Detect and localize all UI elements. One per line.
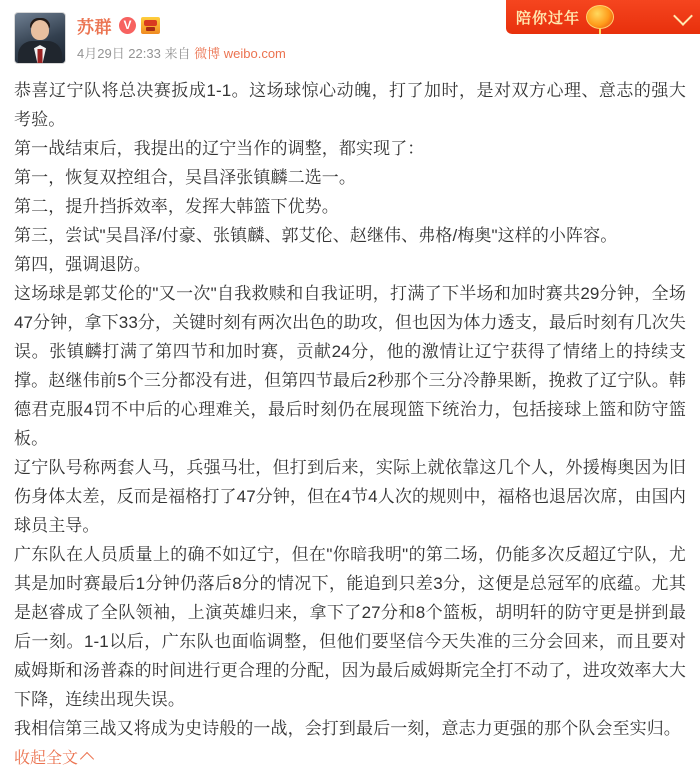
medal-icon[interactable] <box>141 17 160 34</box>
post-paragraph: 恭喜辽宁队将总决赛扳成1-1。这场球惊心动魄，打了加时，是对双方心理、意志的强大考验。 <box>14 81 686 129</box>
promo-banner-label: 陪你过年 <box>516 9 581 27</box>
collapse-full-text-label[interactable]: 收起全文 <box>14 750 79 767</box>
post-source-link[interactable]: weibo.com <box>223 46 286 61</box>
post-paragraph: 第二，提升挡拆效率，发挥大韩篮下优势。 <box>14 197 339 216</box>
verified-badge-icon[interactable]: V <box>119 17 136 34</box>
post-paragraph: 第三，尝试"吴昌泽/付豪、张镇麟、郭艾伦、赵继伟、弗格/梅奥"这样的小阵容。 <box>14 226 618 245</box>
post-source-prefix: 来自 <box>164 46 191 61</box>
avatar-tie <box>38 49 43 63</box>
chevron-up-icon[interactable] <box>80 751 94 765</box>
post-paragraph: 第一战结束后，我提出的辽宁当作的调整，都实现了： <box>14 139 425 158</box>
post-source-name[interactable]: 微博 <box>194 46 221 61</box>
post-paragraph: 这场球是郭艾伦的"又一次"自我救赎和自我证明，打满了下半场和加时赛共29分钟，全场47分钟，拿下33分，关键时刻有两次出色的助攻，但也因为体力透支，最后时刻有几次失误。张镇麟打满了第四节和加时赛，贡献24分，他的激情让辽宁获得了情绪上的持续支撑。赵继伟前5个三分都没有进，但第四节最后2秒那个三分冷静果断，挽救了辽宁队。韩德君克服4罚不中后的心理难关，最后时刻仍在展现篮下统治力，包括接球上篮和防守篮板。 <box>14 284 686 448</box>
collapse-full-text-button[interactable] <box>14 745 686 768</box>
avatar-face <box>31 20 49 40</box>
post-timestamp: 4月29日 22:33 <box>77 46 161 61</box>
avatar[interactable] <box>14 12 66 64</box>
post-paragraph: 第四，强调退防。 <box>14 255 151 274</box>
post-meta <box>77 12 286 62</box>
post-timeline <box>77 43 286 62</box>
author-name[interactable]: 苏群 <box>77 17 112 37</box>
post-paragraph: 我相信第三战又将成为史诗般的一战，会打到最后一刻，意志力更强的那个队会至实归。 <box>14 719 681 738</box>
post-content <box>14 76 686 743</box>
post-header <box>14 12 686 64</box>
author-row <box>77 13 286 37</box>
post-paragraph: 辽宁队号称两套人马，兵强马壮，但打到后来，实际上就依靠这几个人，外援梅奥因为旧伤身体太差，反而是福格打了47分钟，但在4节4人次的规则中，福格也退居次席，由国内球员主导。 <box>14 458 686 535</box>
post-paragraph: 第一，恢复双控组合，吴昌泽张镇麟二选一。 <box>14 168 356 187</box>
post-paragraph: 广东队在人员质量上的确不如辽宁，但在"你暗我明"的第二场，仍能多次反超辽宁队，尤其是加时赛最后1分钟仍落后8分的情况下，能追到只差3分，这便是总冠军的底蕴。尤其是赵睿成了全队领袖，上演英雄归来，拿下了27分和8个篮板，胡明轩的防守更是拼到最后一刻。1-1以后，广东队也面临调整，但他们要坚信今天失准的三分会回来，而且要对威姆斯和汤普森的时间进行更合理的分配，因为最后威姆斯完全打不动了，进攻效率大大下降，连续出现失误。 <box>14 545 686 709</box>
